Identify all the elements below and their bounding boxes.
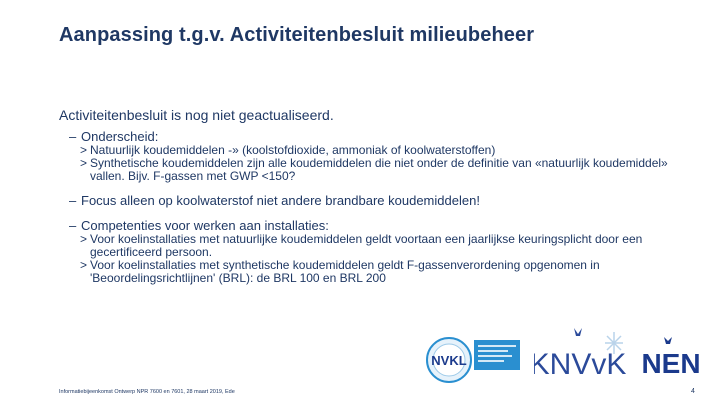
nvkl-logo-text: NVKL <box>431 353 467 368</box>
nen-logo <box>636 335 706 384</box>
sub-bullet-text: Voor koelinstallaties met natuurlijke koudemiddelen geldt voortaan een jaarlijkse keuringsplicht door een gecertificeerd persoon. <box>90 232 643 259</box>
bullet-text: Onderscheid: <box>81 129 159 144</box>
sub-bullet-item <box>59 233 699 259</box>
sub-bullet-marker: > <box>80 143 88 157</box>
sub-bullet-text: Natuurlijk koudemiddelen -» (koolstofdioxide, ammoniak of koolwaterstoffen) <box>90 143 496 157</box>
bullet-marker: – <box>69 218 77 233</box>
sub-bullet-marker: > <box>80 232 88 246</box>
knvvk-logo <box>534 324 626 399</box>
bullet-marker: – <box>69 193 77 208</box>
sub-bullet-marker: > <box>80 258 88 272</box>
sub-bullet-item <box>59 157 699 183</box>
bullet-item <box>59 193 699 208</box>
lead-text: Activiteitenbesluit is nog niet geactualiseerd. <box>59 107 334 123</box>
sub-bullet-marker: > <box>80 156 88 170</box>
bullet-marker: – <box>69 129 77 144</box>
sub-bullet-text: Voor koelinstallaties met synthetische koudemiddelen geldt F-gassenverordening opgenomen in 'Beoordelingsrichtlijnen' (BRL): de BRL 100 en BRL 200 <box>90 258 600 285</box>
bullet-text: Focus alleen op koolwaterstof niet andere brandbare koudemiddelen! <box>81 193 480 208</box>
bullet-text: Competenties voor werken aan installaties: <box>81 218 329 233</box>
sub-bullet-item <box>59 259 699 285</box>
page-number: 4 <box>691 388 695 395</box>
nvkl-logo <box>424 330 524 391</box>
footer-text: Informatiebijeenkomst Ontwerp NPR 7600 en 7601, 28 maart 2019, Ede <box>59 389 235 395</box>
knvvk-logo-text: KNVvK <box>534 348 626 381</box>
slide-title: Aanpassing t.g.v. Activiteitenbesluit milieubeheer <box>59 24 535 46</box>
nen-logo-text: NEN <box>641 348 701 379</box>
slide-body <box>59 108 699 285</box>
bullet-item <box>59 129 699 144</box>
bullet-item <box>59 218 699 233</box>
sub-bullet-text: Synthetische koudemiddelen zijn alle koudemiddelen die niet onder de definitie van «natuurlijk koudemiddel» vallen. Bijv. F-gassen met GWP <150? <box>90 156 668 183</box>
